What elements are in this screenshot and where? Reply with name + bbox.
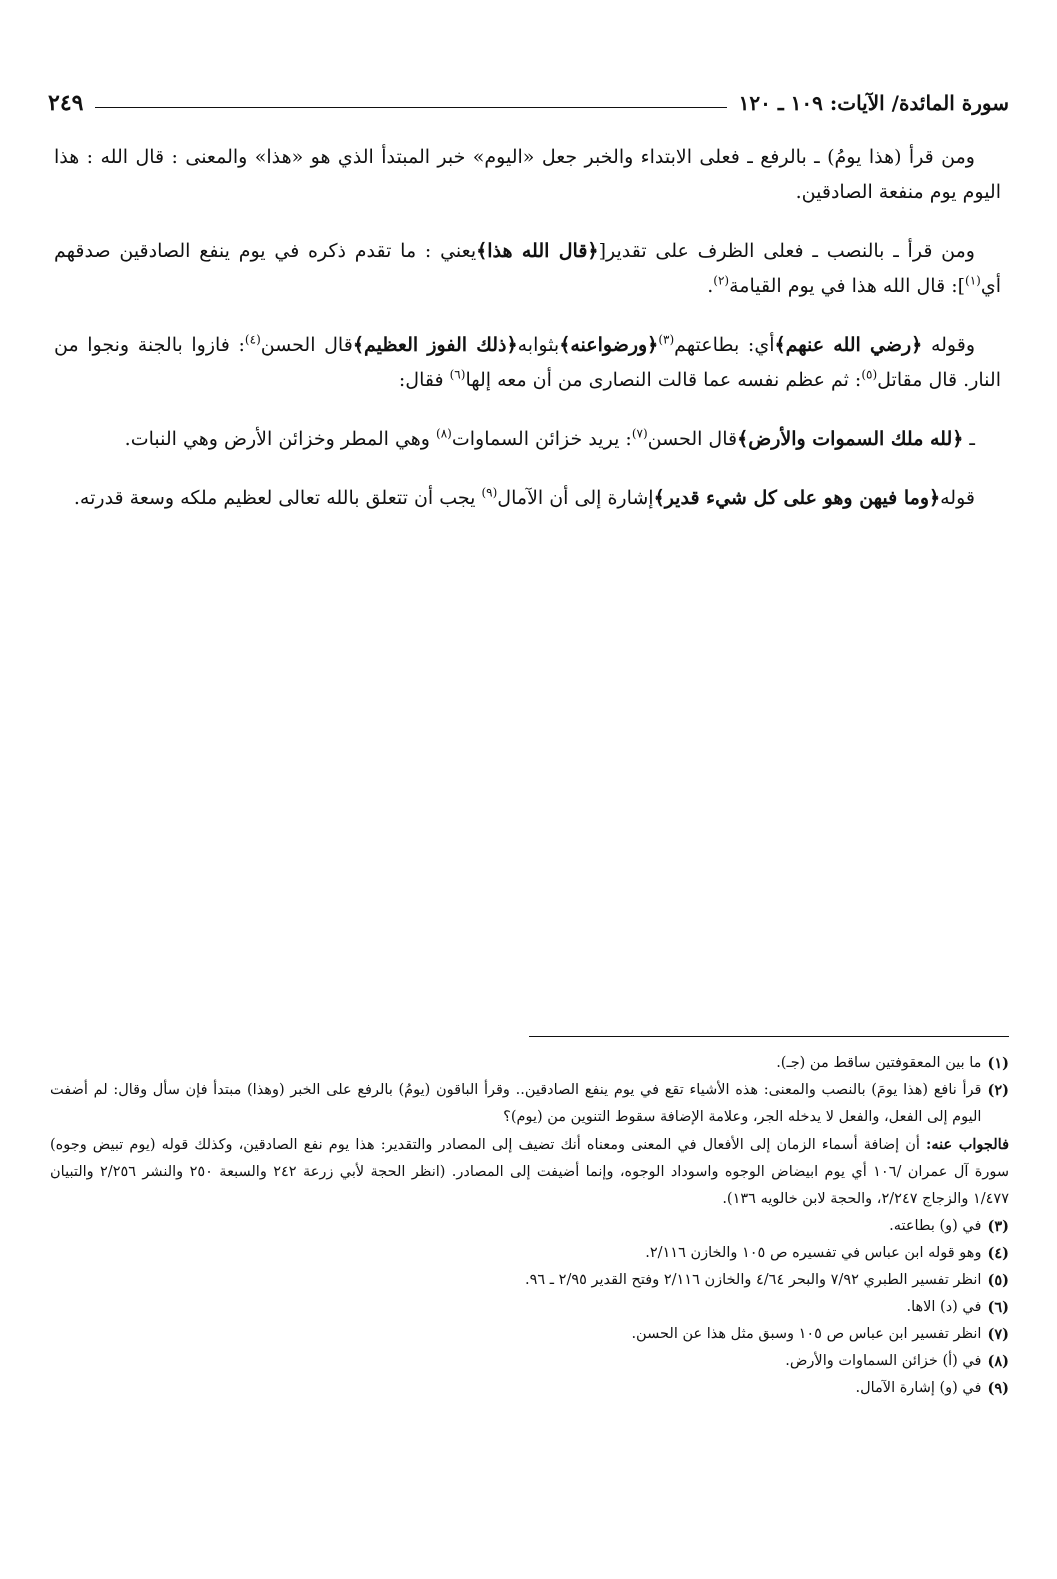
footnote-9 [50,1375,1009,1402]
footnote-ref-8: (٨) [436,426,452,441]
surah-title: سورة المائدة/ الآيات: ١٠٩ ـ ١٢٠ [738,91,1009,115]
text-run: أي: بطاعتهم [674,334,775,356]
text-run: : يريد خزائن السماوات [451,428,632,450]
text-run: ومن قرأ ـ بالنصب ـ فعلى الظرف على تقدير[ [598,240,975,262]
footnote-number: (٩) [987,1380,1009,1397]
footnote-body: في (أ) خزائن السماوات والأرض. [785,1353,982,1369]
paragraph-3 [54,328,1001,398]
footnote-7 [50,1321,1009,1348]
footnotes [50,1050,1009,1402]
text-run: ]: قال الله هذا في يوم القيامة [729,275,966,297]
footnote-text [50,1213,981,1240]
footnote-text [50,1050,981,1077]
text-run: وهي المطر وخزائن الأرض وهي النبات. [124,428,437,450]
text-run: إشارة إلى أن الآمال [497,487,654,509]
footnote-number: (٤) [987,1245,1009,1262]
footnote-text [50,1294,981,1321]
footnote-body: في (و) إشارة الآمال. [855,1380,982,1396]
footnote-body: انظر تفسير ابن عباس ص ١٠٥ وسبق مثل هذا عن الحسن. [631,1326,982,1342]
footnote-number: (٢) [987,1082,1009,1099]
text-run: بثوابه [517,334,560,356]
quran-quote: ﴿لله ملك السموات والأرض﴾ [737,428,964,450]
main-text [54,140,1001,540]
footnote-body: في (و) بطاعته. [889,1218,982,1234]
footnote-text [50,1348,981,1375]
footnote-ref-5: (٥) [861,367,878,382]
paragraph-2 [54,234,1001,304]
text-run: قال الحسن [260,334,353,356]
quran-quote: ﴿قال الله هذا﴾ [476,240,599,262]
paragraph-4 [54,422,1001,457]
footnote-body: قرأ نافع (هذا يومَ) بالنصب والمعنى: هذه الأشياء تقع في يوم ينفع الصادقين.. وقرأ الباقون (يومُ) بالرفع على الخبر (وهذا) مبتدأ فإن سأل وقال: لم أضفت اليوم إلى الفعل، والفعل لا يدخله الجر، وعلامة الإضافة سقوط التنوين من (يوم)؟ [50,1082,982,1125]
text-run: قال الحسن [647,428,738,450]
footnote-ref-4: (٤) [244,332,261,347]
footnote-3 [50,1213,1009,1240]
footnote-6 [50,1294,1009,1321]
footnote-text [50,1267,981,1294]
header-rule [95,107,726,108]
footnote-1 [50,1050,1009,1077]
footnote-body: أن إضافة أسماء الزمان إلى الأفعال في المعنى ومعناه أنك تضيف إلى المصادر والتقدير: هذا يوم نفع الصادقين، وكذلك قوله (يوم تبيض وجوه) سورة آل عمران /١٠٦ أي يوم ابيضاض الوجوه واسوداد الوجوه، وإنما أضيفت إلى المصادر. (انظر الحجة لأبي زرعة ٢٤٢ والسبعة ٢٥٠ والنشر ٢/٢٥٦ والتبيان ١/٤٧٧ والزجاج ٢/٢٤٧، والحجة لابن خالويه ١٣٦). [50,1137,1009,1207]
footnote-text [50,1321,981,1348]
footnote-ref-3: (٣) [658,332,675,347]
page-number: ٢٤٩ [48,90,84,116]
footnote-ref-2: (٢) [713,273,730,288]
footnote-number: (٣) [987,1218,1009,1235]
paragraph-1-text: ومن قرأ (هذا يومُ) ـ بالرفع ـ فعلى الابتداء والخبر جعل «اليوم» خبر المبتدأ الذي هو «هذا» والمعنى : قال الله : هذا اليوم يوم منفعة الصادقين. [54,146,1001,203]
footnote-number: (٨) [987,1353,1009,1370]
paragraph-1 [54,140,1001,210]
footnote-ref-1: (١) [965,273,981,288]
footnote-text [50,1240,981,1267]
text-run: قوله [940,487,975,509]
text-run: يعني : ما تقدم ذكره في يوم ينفع الصادقين صدقهم أي [54,240,1001,297]
footnote-body: انظر تفسير الطبري ٧/٩٢ والبحر ٤/٦٤ والخازن ٢/١١٦ وفتح القدير ٢/٩٥ ـ ٩٦. [525,1272,982,1288]
footnote-body: ما بين المعقوفتين ساقط من (جـ). [776,1055,982,1071]
footnote-2-continued [50,1131,1009,1213]
footnote-5 [50,1267,1009,1294]
quran-quote: ﴿ذلك الفوز العظيم﴾ [352,334,518,356]
footnote-4 [50,1240,1009,1267]
footnote-text [50,1375,981,1402]
text-run: فقال: [398,369,450,391]
running-header [48,86,1009,120]
footnote-number: (٧) [987,1326,1009,1343]
footnote-separator [529,1036,1009,1037]
footnote-2 [50,1077,1009,1131]
footnote-text [50,1077,981,1131]
footnote-number: (٦) [987,1299,1009,1316]
footnote-body: في (د) الاها. [906,1299,982,1315]
footnote-lead: فالجواب عنه: [926,1136,1010,1153]
text-run: : فازوا بالجنة ونجوا من النار. قال مقاتل [54,334,1001,391]
quran-quote: ﴿ورضواعنه﴾ [559,334,659,356]
footnote-8 [50,1348,1009,1375]
text-run: وقوله [922,334,976,356]
text-run: : ثم عظم نفسه عما قالت النصارى من أن معه إلها [465,369,862,391]
quran-quote: ﴿وما فيهن وهو على كل شيء قدير﴾ [653,487,941,509]
text-run: يجب أن تتعلق بالله تعالى لعظيم ملكه وسعة قدرته. [73,487,482,509]
footnote-ref-7: (٧) [631,426,648,441]
footnote-body: وهو قوله ابن عباس في تفسيره ص ١٠٥ والخازن ٢/١١٦. [645,1245,982,1261]
footnote-text [50,1131,1009,1213]
footnote-number: (٥) [987,1272,1009,1289]
text-run: . [707,275,714,297]
footnote-number: (١) [987,1055,1009,1072]
paragraph-5 [54,481,1001,516]
footnote-ref-9: (٩) [481,485,498,500]
text-run: ـ [963,428,975,450]
footnote-ref-6: (٦) [449,367,466,382]
quran-quote: ﴿رضي الله عنهم﴾ [774,334,923,356]
